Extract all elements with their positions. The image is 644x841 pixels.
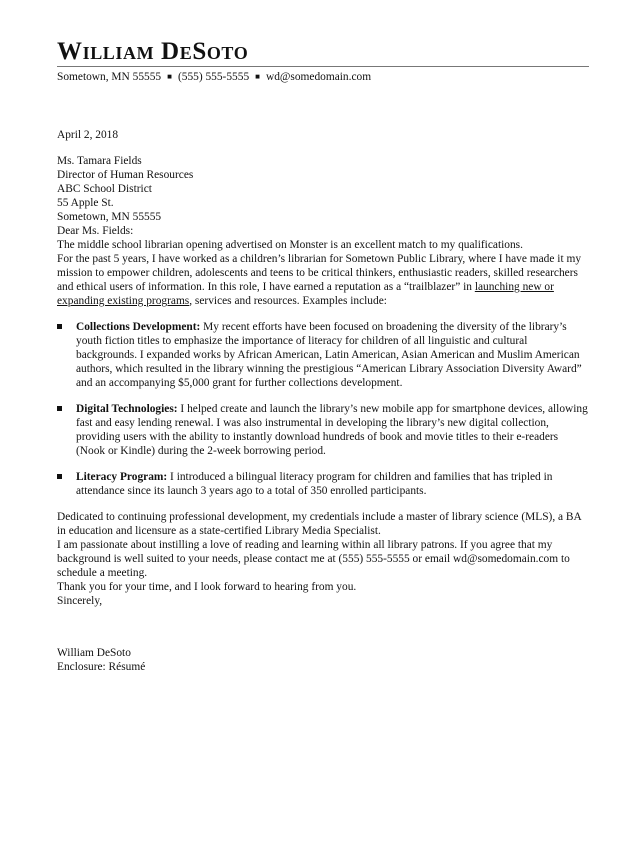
sender-name: William DeSoto bbox=[57, 38, 249, 65]
list-item bbox=[57, 470, 589, 498]
recipient-line: 55 Apple St. bbox=[57, 197, 114, 209]
contact-line bbox=[57, 70, 371, 85]
enclosure: Enclosure: Résumé bbox=[57, 661, 146, 673]
header-divider bbox=[57, 66, 589, 67]
credentials-paragraph: Dedicated to continuing professional development, my credentials include a master of library science (MLS), a BA in education and licensure as a state-certified Library Media Specialist. bbox=[57, 511, 582, 537]
experience-text: For the past 5 years, I have worked as a children’s librarian for Sometown Public Library, where I have made it my mission to empower children, adolescents and teens to be critical thinkers, enthusiastic readers, skilled researchers and ethical users of information. In this role, I have earned a reputation as a “trailblazer” in bbox=[57, 253, 582, 293]
signature-name: William DeSoto bbox=[57, 647, 131, 659]
list-item bbox=[57, 320, 589, 390]
intro-paragraph: The middle school librarian opening advertised on Monster is an excellent match to my qualifications. bbox=[57, 239, 523, 251]
list-item bbox=[57, 402, 589, 458]
letter-date: April 2, 2018 bbox=[57, 129, 119, 141]
recipient-line: ABC School District bbox=[57, 183, 152, 195]
bullet-text: My recent efforts have been focused on broadening the diversity of the library’s youth fiction titles to emphasize the importance of literacy for children of all linguistic and cultural backgrounds. I expanded works by African American, Latin American, Asian American and Muslim American authors, which resulted in the library winning the prestigious “American Library Association Diversity Award” and an accompanying $5,000 grant for further collections development. bbox=[76, 321, 582, 389]
recipient-line: Ms. Tamara Fields bbox=[57, 155, 142, 167]
square-bullet-icon: ■ bbox=[167, 72, 172, 81]
square-bullet-icon: ■ bbox=[255, 72, 260, 81]
signature-space bbox=[57, 608, 589, 646]
recipient-address bbox=[57, 154, 589, 224]
bullet-title: Literacy Program: bbox=[76, 471, 168, 483]
bullet-text: I introduced a bilingual literacy program for children and families that has tripled in attendance since its launch 3 years ago to a total of 350 enrolled participants. bbox=[76, 471, 553, 497]
sender-phone: (555) 555-5555 bbox=[177, 71, 250, 83]
square-bullet-icon bbox=[57, 474, 62, 479]
sender-city: Sometown, MN 55555 bbox=[57, 71, 162, 83]
recipient-line: Director of Human Resources bbox=[57, 169, 194, 181]
square-bullet-icon bbox=[57, 406, 62, 411]
recipient-line: Sometown, MN 55555 bbox=[57, 211, 162, 223]
bullet-text: I helped create and launch the library’s new mobile app for smartphone devices, allowing fast and easy lending renewal. I was also instrumental in developing the library’s new digital collection, providing users with the ability to instantly download hundreds of book and movie titles to their e-readers (Nook or Kindle) during the 2-week borrowing period. bbox=[76, 403, 588, 457]
closing: Sincerely, bbox=[57, 595, 103, 607]
sender-email[interactable]: wd@somedomain.com bbox=[265, 71, 372, 83]
programs-link[interactable]: launching new or expanding existing programs bbox=[57, 281, 554, 307]
passion-paragraph: I am passionate about instilling a love of reading and learning within all library patrons. If you agree that my background is well suited to your needs, please contact me at (555) 555-5555 or email wd@somedomain.com to schedule a meeting. bbox=[57, 539, 570, 579]
salutation: Dear Ms. Fields: bbox=[57, 225, 134, 237]
bullet-title: Digital Technologies: bbox=[76, 403, 178, 415]
examples-list bbox=[57, 320, 589, 498]
bullet-title: Collections Development: bbox=[76, 321, 201, 333]
thanks-paragraph: Thank you for your time, and I look forward to hearing from you. bbox=[57, 581, 357, 593]
experience-text: , services and resources. Examples include: bbox=[189, 295, 387, 307]
experience-paragraph bbox=[57, 252, 589, 308]
square-bullet-icon bbox=[57, 324, 62, 329]
letter-body bbox=[57, 128, 589, 674]
